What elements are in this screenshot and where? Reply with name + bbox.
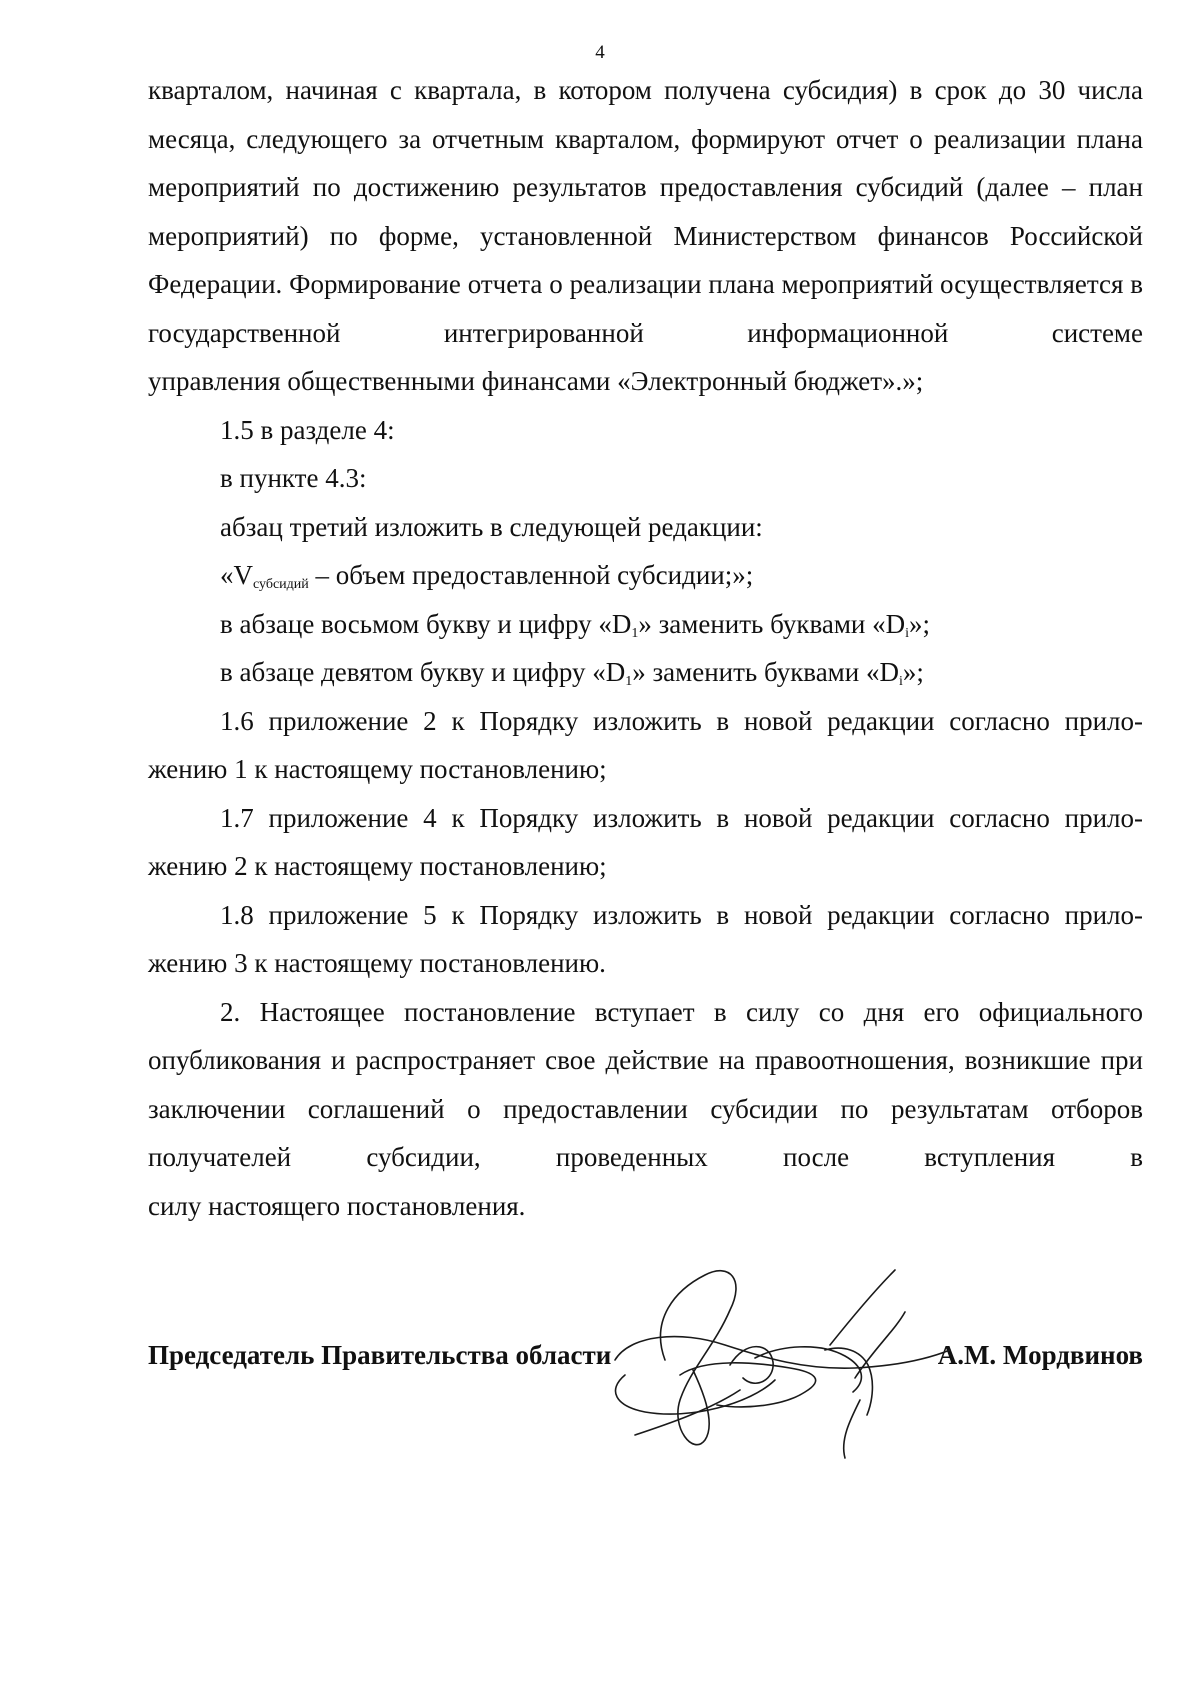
formula-v-text: «V (220, 560, 253, 590)
replace-text-end: »; (909, 608, 931, 639)
item-1-7: 1.7 приложение 4 к Порядку изложить в новой редакции согласно прило- (220, 802, 1143, 833)
item-1-8: 1.8 приложение 5 к Порядку изложить в новой редакции согласно прило- (220, 899, 1143, 930)
replace-subscript-new: i (898, 674, 903, 689)
page-number: 4 (595, 42, 605, 63)
signer-name: А.М. Мордвинов (937, 1340, 1143, 1370)
item-2-effective-date: 2. Настоящее постановление вступает в силу со дня его официального опубликования и распространяет свое действие на правоотношения, возникшие при заключении соглашений о предоставлении субсидии по результатам отборов получателей субсидии, проведенных после вступления в (148, 996, 1143, 1172)
item-1-5: 1.5 в разделе 4: (220, 414, 395, 445)
paragraph-ninth-replace (148, 648, 1143, 697)
paragraph-eighth-replace (148, 600, 1143, 649)
formula-v-subscript: субсидий (253, 577, 309, 592)
replace-text-middle: » заменить буквами «D (638, 608, 906, 639)
formula-v-definition: – объем предоставленной субсидии;»; (308, 560, 754, 590)
replace-subscript-old: 1 (625, 674, 633, 689)
signer-title: Председатель Правительства области (148, 1340, 612, 1370)
replace-text-end: »; (902, 657, 924, 687)
item-1-6-last-line: жению 1 к настоящему постановлению; (148, 754, 607, 784)
replace-text-start: в абзаце девятом букву и цифру «D (220, 657, 626, 687)
paragraph-report-continuation: кварталом, начиная с квартала, в котором получена субсидия) в срок до 30 числа месяца, следующего за отчетным кварталом, формируют отчет о реализации плана мероприятий по достижению результатов предоставления субсидий (далее – план мероприятий) по форме, установленной Министерством финансов Российской Федерации. Формирование отчета о реализации плана мероприятий осуществляется в государственной интегрированной информационной системе (148, 75, 1143, 348)
formula-v-subsidy (148, 551, 1143, 600)
handwritten-signature (605, 1250, 965, 1470)
item-1-7-last-line: жению 2 к настоящему постановлению; (148, 851, 607, 881)
item-2-effective-date-last-line: силу настоящего постановления. (148, 1190, 526, 1221)
document-body (148, 66, 1143, 1230)
paragraph-third-edit: абзац третий изложить в следующей редакции: (220, 511, 763, 542)
replace-text-middle: » заменить буквами «D (632, 657, 899, 687)
item-1-8-last-line: жению 3 к настоящему постановлению. (148, 948, 606, 978)
replace-subscript-old: 1 (631, 625, 639, 641)
replace-subscript-new: i (905, 625, 909, 641)
item-1-6: 1.6 приложение 2 к Порядку изложить в новой редакции согласно прило- (220, 705, 1143, 736)
point-4-3: в пункте 4.3: (220, 463, 367, 493)
replace-text-start: в абзаце восьмом букву и цифру «D (220, 608, 632, 639)
paragraph-report-continuation-last-line: управления общественными финансами «Электронный бюджет».»; (148, 366, 924, 396)
